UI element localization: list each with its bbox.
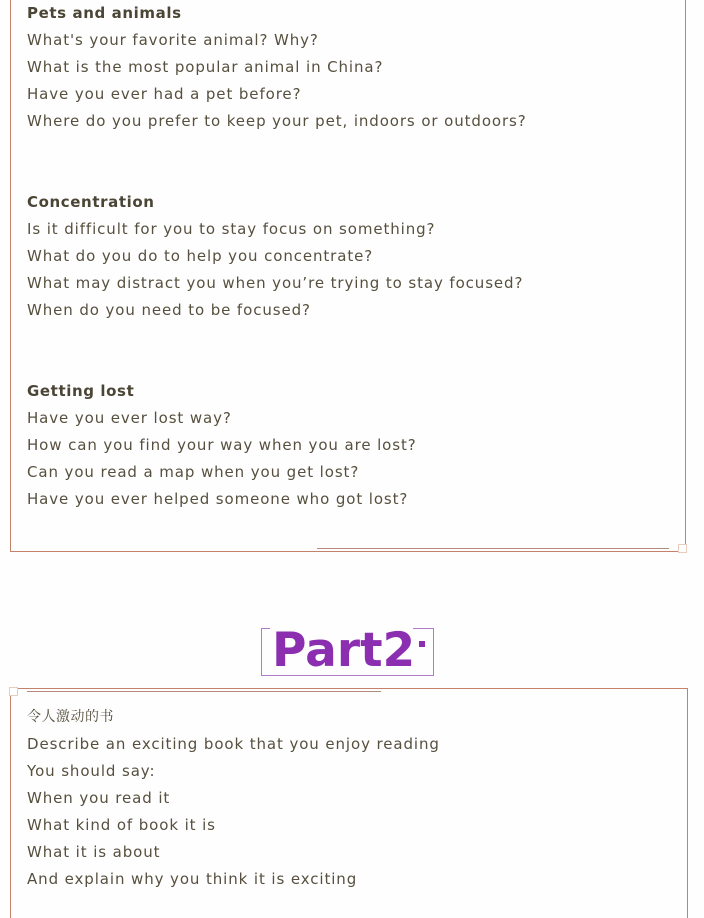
cue-line: Describe an exciting book that you enjoy reading	[27, 735, 440, 753]
part2-title: Part2	[272, 623, 416, 678]
decorative-corner	[9, 687, 18, 696]
question: What do you do to help you concentrate?	[27, 247, 374, 265]
question: What may distract you when you’re trying to stay focused?	[27, 274, 524, 292]
decorative-line	[27, 691, 381, 692]
question: Have you ever had a pet before?	[27, 85, 302, 103]
heading-getting-lost: Getting lost	[27, 382, 135, 400]
title-dot	[419, 641, 425, 647]
question: Can you read a map when you get lost?	[27, 463, 360, 481]
topic-chinese: 令人激动的书	[27, 709, 114, 725]
question: What's your favorite animal? Why?	[27, 31, 319, 49]
question: Where do you prefer to keep your pet, indoors or outdoors?	[27, 112, 527, 130]
cue-line: You should say:	[27, 762, 156, 780]
question: Have you ever helped someone who got lost?	[27, 490, 409, 508]
question: Have you ever lost way?	[27, 409, 232, 427]
cue-line: When you read it	[27, 789, 171, 807]
question: Is it difficult for you to stay focus on something?	[27, 220, 436, 238]
question: When do you need to be focused?	[27, 301, 311, 319]
decorative-line	[317, 548, 669, 549]
heading-concentration: Concentration	[27, 193, 155, 211]
cue-line: What it is about	[27, 843, 161, 861]
heading-pets-and-animals: Pets and animals	[27, 4, 182, 22]
decorative-corner	[678, 544, 687, 553]
part2-title-frame	[261, 623, 434, 678]
cue-line: And explain why you think it is exciting	[27, 870, 358, 888]
cue-line: What kind of book it is	[27, 816, 216, 834]
question: What is the most popular animal in China?	[27, 58, 384, 76]
question: How can you find your way when you are lost?	[27, 436, 417, 454]
